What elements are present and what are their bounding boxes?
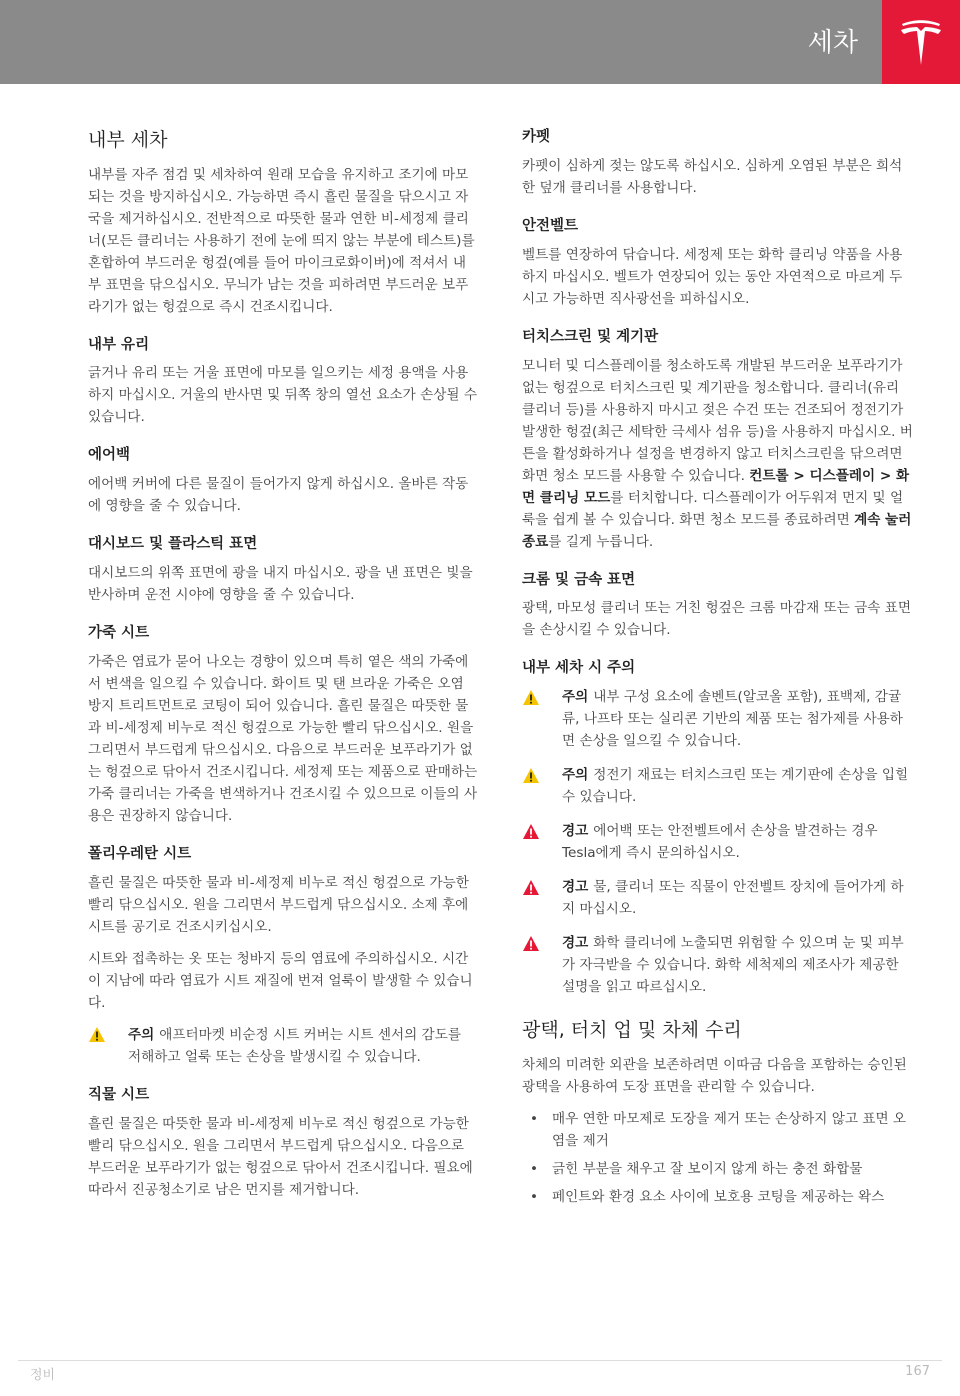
- warning-icon: [522, 879, 540, 896]
- fabric-heading: 직물 시트: [88, 1086, 150, 1103]
- caution-label: 주의: [128, 1026, 155, 1043]
- notice-text: 내부 구성 요소에 솔벤트(알코올 포함), 표백제, 감귤류, 나프타 또는 실리콘 기반의 제품 또는 첨가제를 사용하면 손상을 일으킬 수 있습니다.: [562, 689, 903, 750]
- footer-divider: [18, 1360, 942, 1361]
- warning-notice: [522, 932, 914, 998]
- glass-heading: 내부 유리: [88, 336, 150, 353]
- page-header: [0, 0, 960, 84]
- polyurethane-heading: 폴리우레탄 시트: [88, 846, 192, 863]
- left-column: [88, 128, 478, 1211]
- notice-label: 경고: [562, 823, 589, 840]
- chrome-paragraph: 광택, 마모성 클리너 또는 거친 헝겊은 크롬 마감재 또는 금속 표면을 손상시킬 수 있습니다.: [522, 600, 911, 639]
- warning-notice: [522, 876, 914, 920]
- polish-paragraph: 차체의 미려한 외관을 보존하려면 이따금 다음을 포함하는 승인된 광택을 사용하여 도장 표면을 관리할 수 있습니다.: [522, 1056, 907, 1095]
- airbag-heading: 에어백: [88, 447, 131, 464]
- warning-notice: [522, 820, 914, 864]
- airbag-paragraph: 에어백 커버에 다른 물질이 들어가지 않게 하십시오. 올바른 작동에 영향을 줄 수 있습니다.: [88, 476, 469, 515]
- leather-paragraph: 가죽은 염료가 묻어 나오는 경향이 있으며 특히 옅은 색의 가죽에서 변색을 일으킬 수 있습니다. 화이트 및 탠 브라운 가죽은 오염 방지 트리트먼트로 코팅이 되어 있습니다. 흘린 물질은 따뜻한 물과 비-세정제 비누로 적신 헝겊으로 가능한 빨리 닦으십시오. 원을 그리면서 부드럽게 닦으십시오. 다음으로 부드러운 보푸라기가 없는 헝겊으로 닦아서 건조시킵니다. 세정제 또는 제품으로 판매하는 가죽 클리너는 가죽을 변색하거나 건조시킬 수 있으므로 이들의 사용은 권장하지 않습니다.: [88, 654, 478, 825]
- footer-section-label: 정비: [30, 1368, 56, 1383]
- main-paragraph: 내부를 자주 점검 및 세차하여 원래 모습을 유지하고 조기에 마모되는 것을 방지하십시오. 가능하면 즉시 흘린 물질을 닦으시고 자국을 제거하십시오. 전반적으로 따뜻한 물과 연한 비-세정제 클리너(모든 클리너는 사용하기 전에 눈에 띄지 않는 부분에 테스트)를 혼합하여 부드러운 헝겊(예를 들어 마이크로화이버)에 적셔서 내부 표면을 닦으십시오. 무늬가 남는 것을 피하려면 부드러운 보푸라기가 없는 헝겊으로 즉시 건조시킵니다.: [88, 166, 475, 315]
- right-column: [522, 128, 914, 1214]
- caution-notice: [522, 686, 914, 752]
- polyurethane-paragraph-1: 흘린 물질은 따뜻한 물과 비-세정제 비누로 적신 헝겊으로 가능한 빨리 닦으십시오. 원을 그리면서 부드럽게 닦으십시오. 소제 후에 시트를 공기로 건조시키십시오.: [88, 874, 469, 935]
- tesla-logo-icon: [899, 17, 943, 67]
- tesla-logo: [882, 0, 960, 84]
- caution-icon: [88, 1026, 106, 1043]
- notice-label: 주의: [562, 767, 589, 784]
- leather-heading: 가죽 시트: [88, 625, 150, 642]
- polyurethane-paragraph-2: 시트와 접촉하는 옷 또는 청바지 등의 염료에 주의하십시오. 시간이 지남에 따라 염료가 시트 재질에 번져 얼룩이 발생할 수 있습니다.: [88, 950, 473, 1011]
- caution-text: 애프터마켓 비순정 시트 커버는 시트 센서의 감도를 저해하고 얼룩 또는 손상을 발생시킬 수 있습니다.: [128, 1026, 461, 1065]
- dashboard-paragraph: 대시보드의 위쪽 표면에 광을 내지 마십시오. 광을 낸 표면은 빛을 반사하며 운전 시야에 영향을 줄 수 있습니다.: [88, 565, 473, 604]
- page-number: 167: [905, 1364, 930, 1379]
- polish-heading: 광택, 터치 업 및 차체 수리: [522, 1019, 742, 1042]
- caution-notice: [522, 764, 914, 808]
- list-item: • 매우 연한 마모제로 도장을 제거 또는 손상하지 않고 표면 오염을 제거: [522, 1108, 914, 1152]
- notice-text: 정전기 재료는 터치스크린 또는 계기판에 손상을 입힐 수 있습니다.: [562, 767, 909, 806]
- list-item: • 긁힌 부분을 채우고 잘 보이지 않게 하는 충전 화합물: [522, 1158, 914, 1180]
- carpet-paragraph: 카펫이 심하게 젖는 않도록 하십시오. 심하게 오염된 부분은 희석한 덮개 클리너를 사용합니다.: [522, 157, 903, 196]
- menu-display: 디스플레이: [809, 467, 876, 484]
- notice-text: 에어백 또는 안전벨트에서 손상을 발견하는 경우 Tesla에게 즉시 문의하십시오.: [562, 823, 878, 862]
- main-heading: 내부 세차: [88, 129, 168, 151]
- notice-text: 화학 클리너에 노출되면 위험할 수 있으며 눈 및 피부가 자극받을 수 있습니다. 화학 세척제의 제조사가 제공한 설명을 읽고 따르십시오.: [562, 935, 904, 996]
- warning-icon: [522, 935, 540, 952]
- cautions-heading: 내부 세차 시 주의: [522, 660, 636, 677]
- menu-controls: 컨트롤: [749, 467, 789, 484]
- section-title: 세차: [807, 28, 858, 58]
- notice-text: 물, 클리너 또는 직물이 안전벨트 장치에 들어가게 하지 마십시오.: [562, 879, 904, 918]
- menu-screen-clean-mode: 화면 클리닝 모드: [522, 467, 910, 506]
- caution-notice: [88, 1024, 478, 1068]
- warning-icon: [522, 823, 540, 840]
- seatbelt-heading: 안전벨트: [522, 217, 579, 234]
- hold-to-exit: 계속 눌러 종료: [522, 511, 912, 550]
- dashboard-heading: 대시보드 및 플라스틱 표면: [88, 536, 258, 553]
- touchscreen-paragraph: 모니터 및 디스플레이를 청소하도록 개발된 부드러운 보푸라기가 없는 헝겊으로 터치스크린 및 계기판을 청소합니다. 클리너(유리 클리너 등)를 사용하지 마시고 젖은 수건 또는 건조되어 정전기가 발생한 헝겊(최근 세탁한 극세사 섬유 등)을 사용하지 마십시오. 버튼을 활성화하거나 설정을 변경하지 않고 터치스크린을 닦으려면 화면 청소 모드를 사용할 수 있습니다. 컨트롤 > 디스플레이 > 화면 클리닝 모드를 터치합니다. 디스플레이가 어두워져 먼지 및 얼룩을 쉽게 볼 수 있습니다. 화면 청소 모드를 종료하려면 계속 눌러 종료를 길게 누릅니다.: [522, 357, 913, 550]
- notice-label: 경고: [562, 879, 589, 896]
- seatbelt-paragraph: 벨트를 연장하여 닦습니다. 세정제 또는 화학 클리닝 약품을 사용하지 마십시오. 벨트가 연장되어 있는 동안 자연적으로 마르게 두시고 가능하면 직사광선을 피하십시오.: [522, 246, 903, 307]
- caution-icon: [522, 689, 540, 706]
- notice-label: 주의: [562, 689, 589, 706]
- touchscreen-heading: 터치스크린 및 계기판: [522, 328, 659, 345]
- list-item: • 페인트와 환경 요소 사이에 보호용 코팅을 제공하는 왁스: [522, 1186, 914, 1208]
- glass-paragraph: 긁거나 유리 또는 거울 표면에 마모를 일으키는 세정 용액을 사용하지 마십시오. 거울의 반사면 및 뒤쪽 창의 열선 요소가 손상될 수 있습니다.: [88, 365, 477, 426]
- notice-label: 경고: [562, 935, 589, 952]
- polish-list: [522, 1108, 914, 1208]
- fabric-paragraph: 흘린 물질은 따뜻한 물과 비-세정제 비누로 적신 헝겊으로 가능한 빨리 닦으십시오. 원을 그리면서 부드럽게 닦으십시오. 다음으로 부드러운 보푸라기가 없는 헝겊으로 닦아서 건조시킵니다. 필요에 따라서 진공청소기로 남은 먼지를 제거합니다.: [88, 1115, 473, 1198]
- carpet-heading: 카펫: [522, 129, 551, 145]
- caution-icon: [522, 767, 540, 784]
- chrome-heading: 크롬 및 금속 표면: [522, 571, 636, 588]
